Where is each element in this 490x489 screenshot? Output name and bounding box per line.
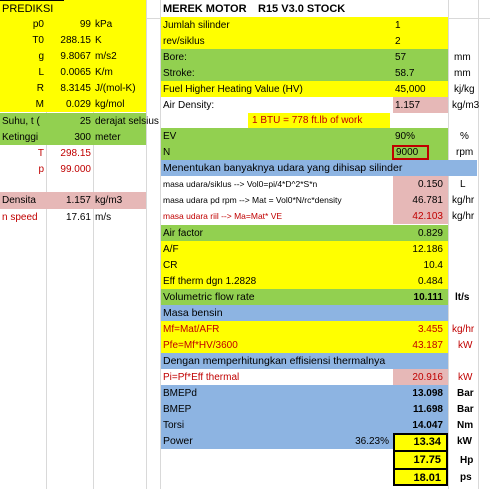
params-border-top (0, 0, 64, 1)
pfe-unit: kW (458, 339, 473, 351)
cr-value[interactable]: 10.4 (423, 259, 443, 271)
speed-label: n speed (2, 212, 38, 223)
masa-udara-rpm-value: 46.781 (412, 194, 443, 206)
air-density-unit: kg/m3 (452, 99, 480, 111)
masa-udara-riil-label: masa udara riil --> Ma=Mat* VE (163, 211, 283, 221)
bmep-value: 11.698 (412, 403, 443, 415)
power-ps-unit: ps (460, 472, 472, 483)
air-factor-label: Air factor (163, 227, 204, 239)
masa-udara-siklus-unit: L (460, 178, 466, 190)
rpm-value[interactable]: 9000 (392, 145, 429, 160)
param-unit: kPa (95, 18, 113, 30)
pi-unit: kW (458, 371, 473, 383)
torsi-label: Torsi (163, 419, 185, 431)
suhu-value[interactable]: 25 (79, 115, 91, 127)
param-value[interactable]: 8.3145 (60, 82, 91, 94)
suhu-label: Suhu, t ( (2, 115, 40, 127)
bmepd-unit: Bar (457, 387, 474, 399)
fuel-hhv-label: Fuel Higher Heating Value (HV) (163, 83, 303, 95)
torsi-unit: Nm (457, 419, 474, 431)
bore-label: Bore: (163, 51, 187, 63)
pressure-label: p (38, 163, 44, 175)
param-value[interactable]: 288.15 (60, 34, 91, 46)
param-symbol: R (36, 82, 44, 94)
param-unit: J/(mol-K) (95, 82, 136, 94)
jumlah-silinder-value[interactable]: 1 (395, 19, 401, 31)
power-percent: 36.23% (355, 435, 389, 447)
ketinggian-label: Ketinggi (2, 131, 39, 143)
af-label: A/F (163, 243, 179, 255)
predict-title: PREDIKSI (2, 3, 54, 15)
stroke-unit: mm (454, 67, 471, 79)
param-symbol: T0 (32, 34, 44, 46)
bmepd-label: BMEPd (163, 387, 197, 399)
param-unit: kg/mol (95, 98, 125, 110)
masa-udara-riil-unit: kg/hr (452, 210, 475, 222)
param-symbol: L (38, 66, 44, 78)
param-symbol: p0 (32, 18, 44, 30)
cr-label: CR (163, 259, 178, 271)
jumlah-silinder-label: Jumlah silinder (163, 19, 230, 31)
masa-udara-rpm-unit: kg/hr (452, 194, 475, 206)
speed-unit: m/s (95, 212, 112, 223)
ev-unit: % (460, 130, 469, 142)
stroke-value[interactable]: 58.7 (395, 67, 415, 79)
eff-therm-value: 0.484 (417, 275, 443, 287)
power-kw-value: 13.34 (413, 436, 441, 448)
thermal-section-header: Dengan memperhitungkan effisiensi thermalnya (163, 355, 386, 367)
densitas-label: Densita (2, 195, 36, 206)
param-symbol: M (35, 98, 44, 110)
pi-value: 20.916 (412, 371, 443, 383)
pressure-value: 99.000 (60, 163, 91, 175)
power-ps-value: 18.01 (413, 471, 441, 484)
udara-section-header: Menentukan banyaknya udara yang dihisap silinder (163, 162, 403, 174)
temp-value: 298.15 (60, 147, 91, 159)
bmep-unit: Bar (457, 403, 474, 415)
masa-udara-rpm-label: masa udara pd rpm --> Mat = Vol0*N/rc*density (163, 195, 342, 205)
densitas-unit: kg/m3 (95, 195, 123, 206)
param-value[interactable]: 0.0065 (60, 66, 91, 78)
param-unit: K (95, 34, 102, 46)
power-label: Power (163, 435, 193, 447)
vol-flow-label: Volumetric flow rate (163, 291, 255, 303)
rev-siklus-label: rev/siklus (163, 35, 205, 47)
air-factor-value: 0.829 (417, 227, 443, 239)
power-hp-unit: Hp (460, 454, 474, 466)
mf-label: Mf=Mat/AFR (163, 323, 220, 335)
fuel-hhv-unit: kj/kg (454, 83, 475, 95)
btu-note: 1 BTU = 778 ft.lb of work (252, 115, 363, 126)
param-value[interactable]: 0.029 (65, 98, 91, 110)
masa-udara-siklus-label: masa udara/siklus --> Vol0=pi/4*D^2*S*n (163, 179, 318, 189)
bmep-label: BMEP (163, 403, 192, 415)
temp-label: T (37, 147, 44, 159)
air-density-value: 1.157 (395, 99, 421, 111)
power-kw-unit: kW (457, 435, 472, 447)
bmepd-value: 13.098 (412, 387, 443, 399)
mf-value: 3.455 (417, 323, 443, 335)
vol-flow-unit: lt/s (455, 291, 470, 303)
densitas-value: 1.157 (65, 195, 91, 206)
bore-value[interactable]: 57 (395, 51, 407, 63)
fuel-hhv-value[interactable]: 45,000 (395, 83, 426, 95)
vol-flow-value: 10.111 (413, 291, 443, 303)
pfe-value: 43.187 (412, 339, 443, 351)
stroke-label: Stroke: (163, 67, 195, 79)
eff-therm-label: Eff therm dgn 1.2828 (163, 275, 257, 287)
bore-unit: mm (454, 51, 471, 63)
rev-siklus-value[interactable]: 2 (395, 35, 401, 47)
ev-label: EV (163, 130, 177, 142)
param-unit: K/m (95, 66, 113, 78)
brand-model: R15 V3.0 STOCK (258, 3, 346, 15)
param-unit: m/s2 (95, 50, 117, 62)
brand-title: MEREK MOTOR (163, 3, 247, 15)
param-symbol: g (38, 50, 44, 62)
rpm-label: N (163, 146, 171, 158)
ketinggian-unit: meter (95, 131, 121, 143)
speed-value: 17.61 (65, 212, 91, 223)
af-value: 12.186 (412, 243, 443, 255)
torsi-value: 14.047 (412, 419, 443, 431)
pfe-label: Pfe=Mf*HV/3600 (163, 339, 238, 351)
param-value[interactable]: 99 (79, 18, 91, 30)
pi-label: Pi=Pf*Eff thermal (163, 371, 240, 383)
masa-udara-siklus-value: 0.150 (417, 178, 443, 190)
ev-value[interactable]: 90% (395, 130, 416, 142)
air-density-label: Air Density: (163, 99, 215, 111)
power-hp-value: 17.75 (413, 454, 441, 466)
ketinggian-value[interactable]: 300 (74, 131, 91, 143)
masa-bensin-header: Masa bensin (163, 307, 223, 319)
param-value[interactable]: 9.8067 (60, 50, 91, 62)
rpm-unit: rpm (456, 146, 474, 158)
suhu-unit: derajat selsius (95, 115, 159, 127)
mf-unit: kg/hr (452, 323, 475, 335)
masa-udara-riil-value: 42.103 (412, 210, 443, 222)
